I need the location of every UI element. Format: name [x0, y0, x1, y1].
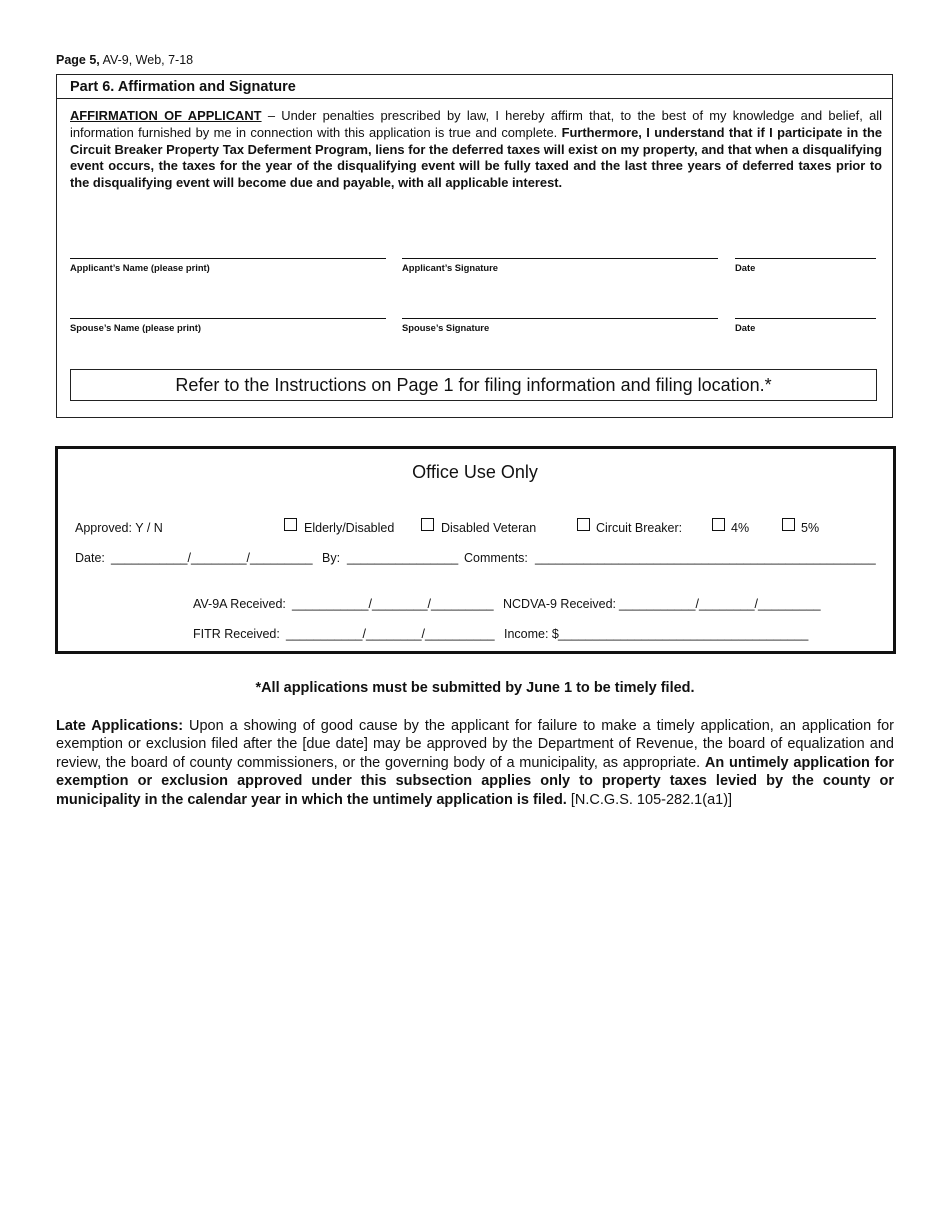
spouse-signature-line[interactable]: [402, 318, 718, 319]
checkbox-circuit-breaker[interactable]: [577, 518, 590, 536]
refer-instructions-box: Refer to the Instructions on Page 1 for filing information and filing location.*: [70, 369, 877, 401]
late-applications-text: Upon a showing of good cause by the applicant for failure to make a timely application, an application for exemption or exclusion filed after the [due date] may be approved by the Department of Revenue, the board of equalization and review, the board of county commissioners, or the governing body of a municipality, as appropriate.: [56, 718, 895, 771]
checkbox-square-icon: [421, 518, 434, 531]
checkbox-5-percent[interactable]: [782, 518, 795, 536]
checkbox-square-icon: [712, 518, 725, 531]
approved-label: Approved: Y / N: [75, 521, 163, 535]
applicant-date-label: Date: [735, 262, 756, 273]
av9a-label: AV-9A Received:: [193, 597, 286, 611]
spouse-name-line[interactable]: [70, 318, 386, 319]
checkbox-label-disabled-veteran: Disabled Veteran: [441, 521, 537, 535]
checkbox-label-circuit-breaker: Circuit Breaker:: [596, 521, 683, 535]
fitr-field[interactable]: ___________/________/__________: [286, 627, 495, 641]
late-applications-heading: Late Applications:: [56, 718, 184, 734]
affirmation-body: – Under penalties prescribed by law, I hereby affirm that, to the best of my knowledge and belief, all information furnished by me in connection with this application is true and complete.: [70, 108, 882, 140]
affirmation-text: [70, 108, 882, 192]
deadline-notice: *All applications must be submitted by June 1 to be timely filed.: [255, 680, 695, 696]
late-applications-bold: An untimely application for exemption or exclusion approved under this subsection applies only to property taxes levied by the county or municipality in the calendar year in which the untimely application is filed.: [56, 754, 894, 808]
checkbox-label-4-percent: 4%: [731, 521, 750, 535]
applicant-date-line[interactable]: [735, 258, 876, 259]
office-use-title: Office Use Only: [412, 462, 538, 482]
applicant-signature-label: Applicant’s Signature: [402, 262, 499, 273]
late-applications-paragraph: [56, 717, 894, 809]
income-label: Income: $: [504, 627, 559, 641]
office-use-box: [55, 446, 896, 654]
spouse-name-label: Spouse’s Name (please print): [70, 322, 201, 333]
statute-citation: [N.C.G.S. 105-282.1(a1)]: [566, 791, 733, 808]
ncdva-field[interactable]: ___________/________/_________: [619, 597, 821, 611]
by-field[interactable]: ________________: [347, 551, 459, 565]
av9a-field[interactable]: ___________/________/_________: [292, 597, 494, 611]
comments-field[interactable]: _________________________________________________: [535, 551, 876, 565]
spouse-date-line[interactable]: [735, 318, 876, 319]
checkbox-elderly-disabled[interactable]: [284, 518, 297, 536]
checkbox-label-5-percent: 5%: [801, 521, 820, 535]
affirmation-bold: Furthermore, I understand that if I participate in the Circuit Breaker Property Tax Deferment Program, liens for the deferred taxes will exist on my property, and that when a disqualifying event occurs, the taxes for the year of the disqualifying event will be fully taxed and the last three years of deferred taxes prior to the disqualifying event will become due and payable, with all applicable interest.: [70, 124, 882, 191]
spouse-signature-label: Spouse’s Signature: [402, 322, 490, 333]
applicant-name-label: Applicant’s Name (please print): [70, 262, 210, 273]
comments-label: Comments:: [464, 551, 528, 565]
checkbox-disabled-veteran[interactable]: [421, 518, 434, 536]
checkbox-square-icon: [782, 518, 795, 531]
form-id: AV-9, Web, 7-18: [99, 53, 194, 67]
checkbox-square-icon: [284, 518, 297, 531]
ncdva-label: NCDVA-9 Received:: [503, 597, 617, 611]
by-label: By:: [322, 551, 341, 565]
checkbox-square-icon: [577, 518, 590, 531]
income-field[interactable]: ____________________________________: [558, 627, 809, 641]
checkbox-label-elderly-disabled: Elderly/Disabled: [304, 521, 395, 535]
affirmation-heading: AFFIRMATION OF APPLICANT: [70, 108, 262, 123]
date-field[interactable]: ___________/________/_________: [111, 551, 313, 565]
spouse-date-label: Date: [735, 322, 756, 333]
checkbox-4-percent[interactable]: [712, 518, 725, 536]
fitr-label: FITR Received:: [193, 627, 280, 641]
applicant-signature-line[interactable]: [402, 258, 718, 259]
part6-title: Part 6. Affirmation and Signature: [57, 75, 892, 99]
date-label: Date:: [75, 551, 105, 565]
page-number: Page 5,: [56, 53, 100, 67]
page-header: [56, 53, 193, 67]
applicant-name-line[interactable]: [70, 258, 386, 259]
part6-section: [56, 74, 893, 418]
